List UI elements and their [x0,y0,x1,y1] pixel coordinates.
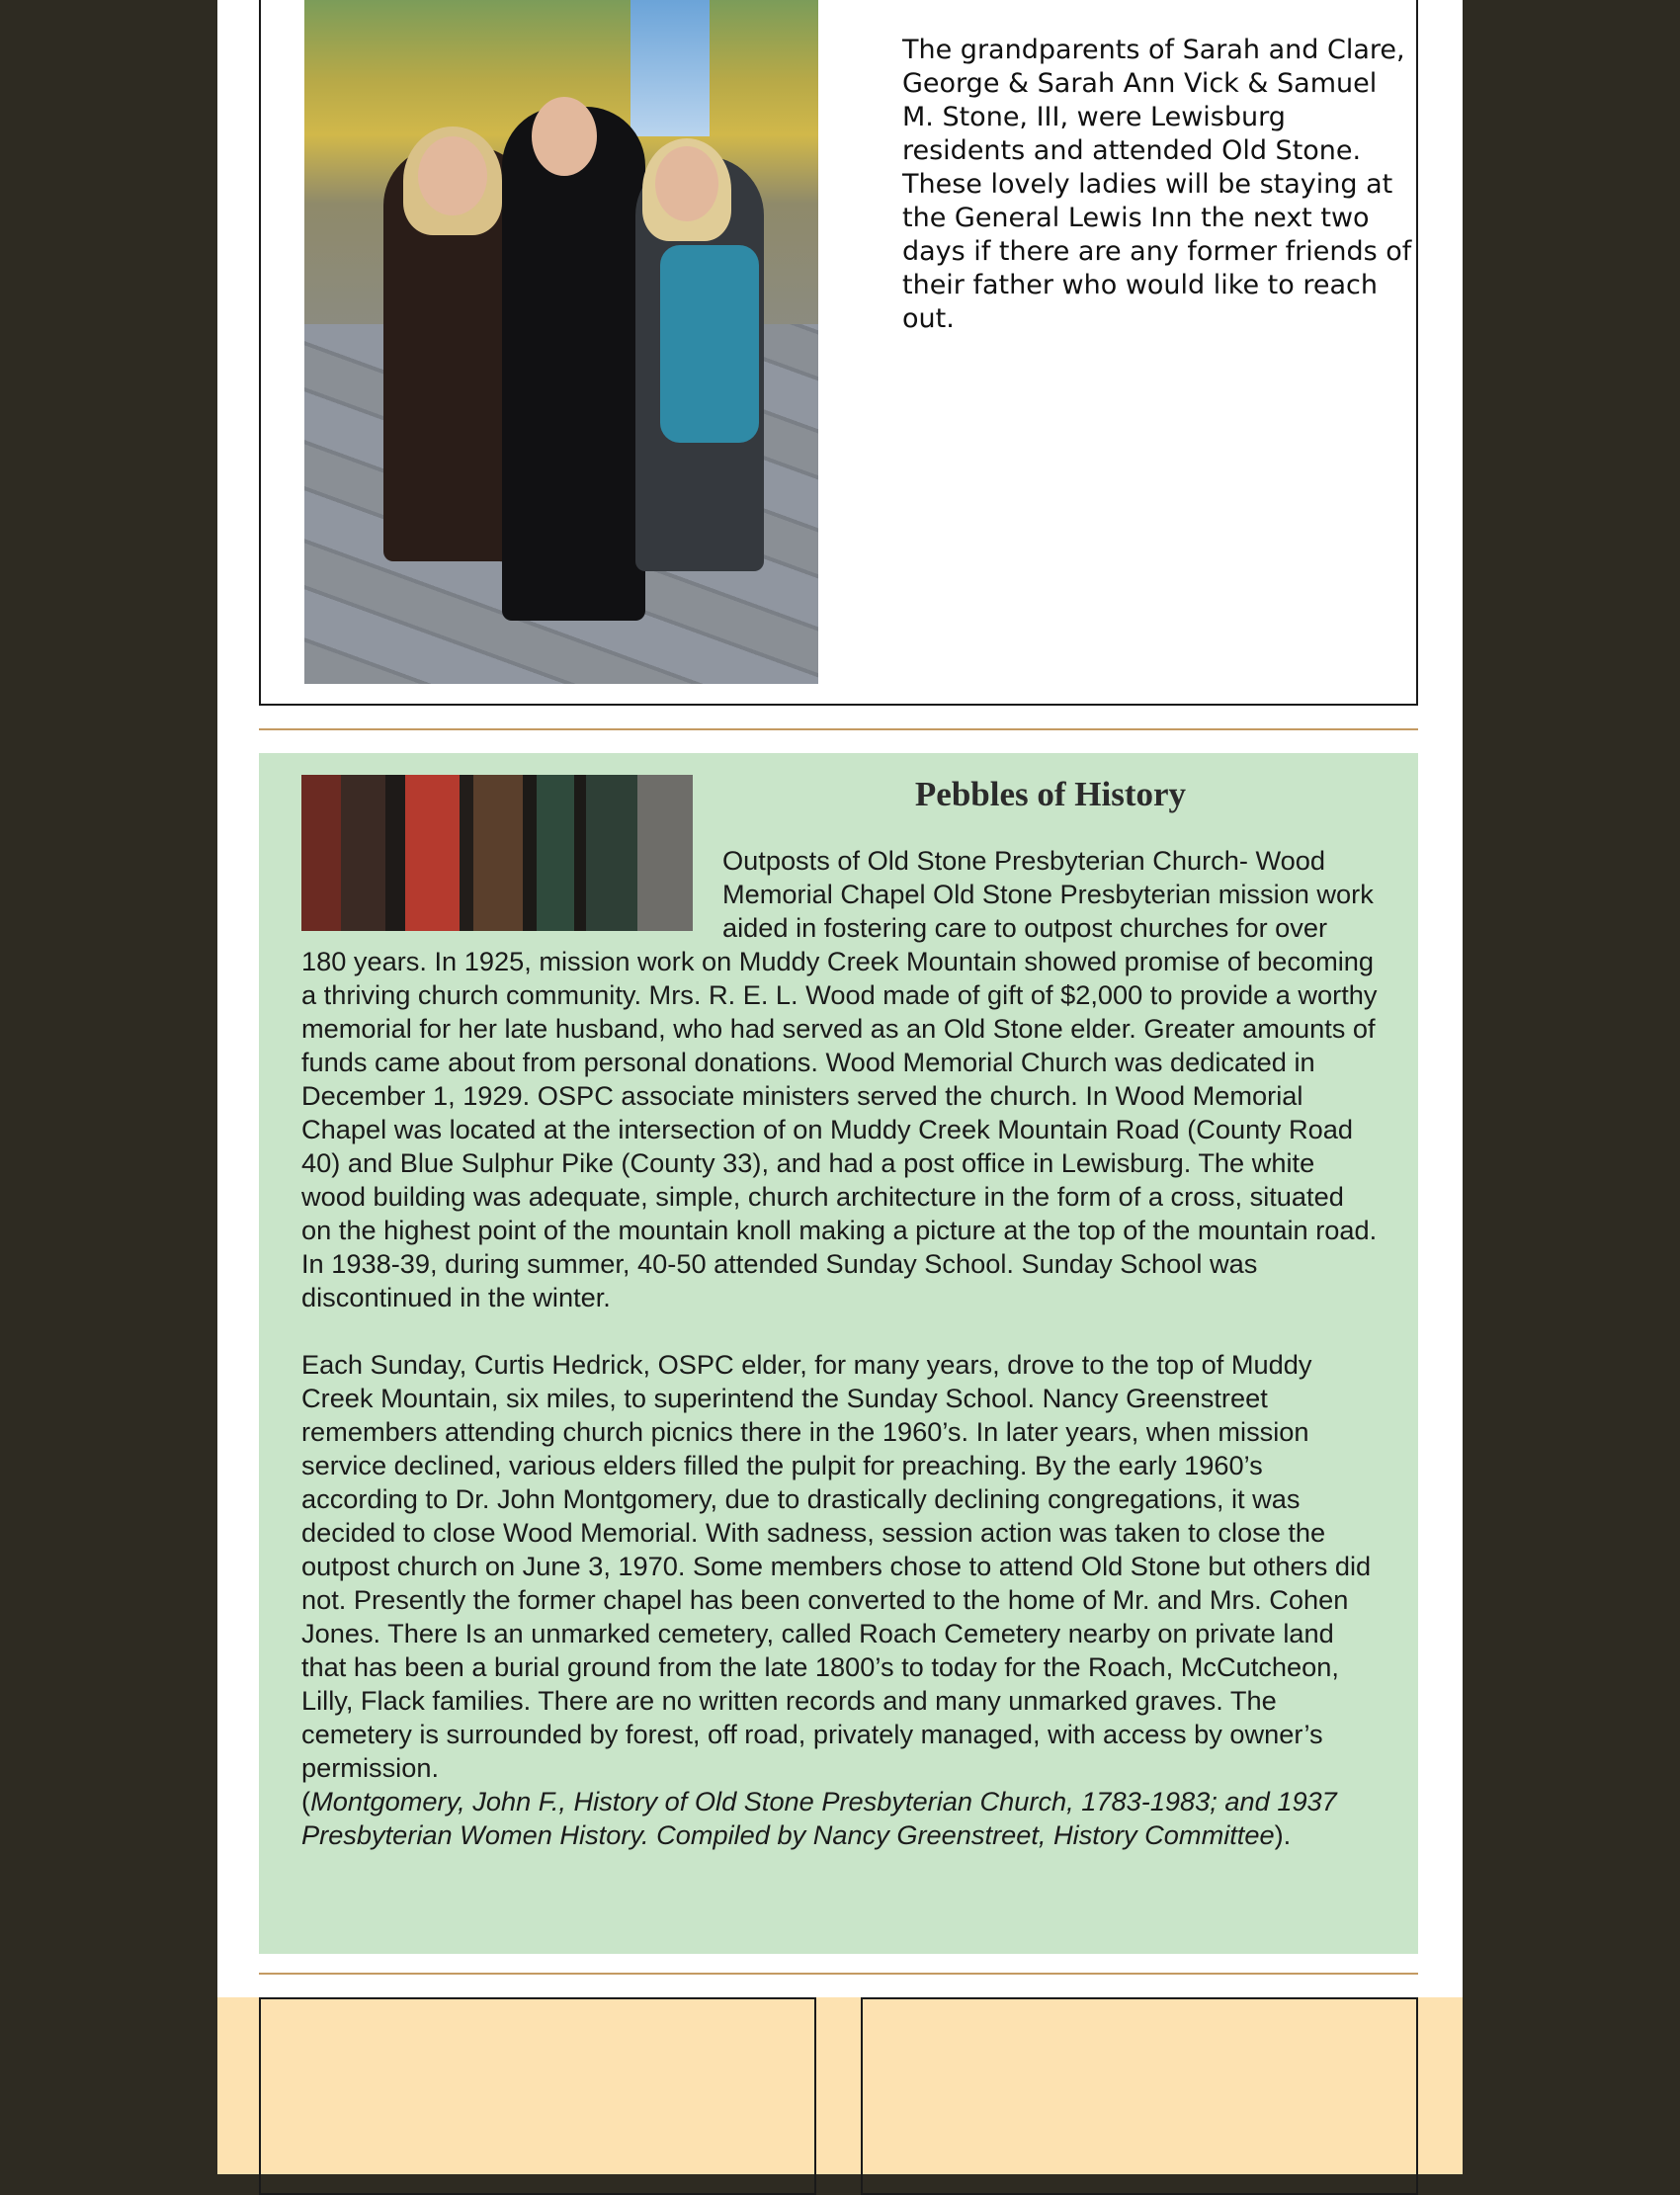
bottom-band [217,1997,1463,2174]
pebbles-of-history-section [259,753,1418,1954]
books-image [301,775,693,931]
photo-caption: The grandparents of Sarah and Clare, George & Sarah Ann Vick & Samuel M. Stone, III, were Lewisburg residents and attended Old Stone. These lovely ladies will be staying at the General Lewis Inn the next two days if there are any former friends of their father who would like to reach out. [902,35,1412,334]
bottom-box-left [259,1997,816,2195]
bottom-box-right [861,1997,1418,2195]
group-photo [304,0,818,684]
divider-bottom [259,1973,1418,1975]
history-body [259,834,1418,1852]
photo-caption-box [259,0,1418,706]
history-paragraph-2: Each Sunday, Curtis Hedrick, OSPC elder, for many years, drove to the top of Muddy Creek Mountain, six miles, to superintend the Sunday School. Nancy Greenstreet remembers attending church picnics there in the 1960’s. In later years, when mission service declined, various elders filled the pulpit for preaching. By the early 1960’s according to Dr. John Montgomery, due to drastically declining congregations, it was decided to close Wood Memorial. With sadness, session action was taken to close the outpost church on June 3, 1970. Some members chose to attend Old Stone but others did not. Presently the former chapel has been converted to the home of Mr. and Mrs. Cohen Jones. There Is an unmarked cemetery, called Roach Cemetery nearby on private land that has been a burial ground from the late 1800’s to today for the Roach, McCutcheon, Lilly, Flack families. There are no written records and many unmarked graves. The cemetery is surrounded by forest, off road, privately managed, with access by owner’s permission. [301,1349,1372,1783]
history-citation: (Montgomery, John F., History of Old Stone Presbyterian Church, 1783-1983; and 1937 Presbyterian Women History. Compiled by Nancy Greenstreet, History Committee). [301,1786,1337,1850]
newsletter-page [217,0,1463,2174]
citation-italic-text: Montgomery, John F., History of Old Stone Presbyterian Church, 1783-1983; and 1937 Presbyterian Women History. Compiled by Nancy Greenstreet, History Committee [301,1786,1337,1850]
history-title: Pebbles of History [914,775,1187,813]
history-paragraph-1: Outposts of Old Stone Presbyterian Church- Wood Memorial Chapel Old Stone Presbyterian mission work aided in fostering care to outpost churches for over 180 years. In 1925, mission work on Muddy Creek Mountain showed promise of becoming a thriving church community. Mrs. R. E. L. Wood made of gift of $2,000 to provide a worthy memorial for her late husband, who had served as an Old Stone elder. Greater amounts of funds came about from personal donations. Wood Memorial Church was dedicated in December 1, 1929. OSPC associate ministers served the church. In Wood Memorial Chapel was located at the intersection of on Muddy Creek Mountain Road (County Road 40) and Blue Sulphur Pike (County 33), and had a post office in Lewisburg. The white wood building was adequate, simple, church architecture in the form of a cross, situated on the highest point of the mountain knoll making a picture at the top of the mountain road. In 1938-39, during summer, 40-50 attended Sunday School. Sunday School was discontinued in the winter. [301,845,1378,1312]
divider-top [259,728,1418,730]
